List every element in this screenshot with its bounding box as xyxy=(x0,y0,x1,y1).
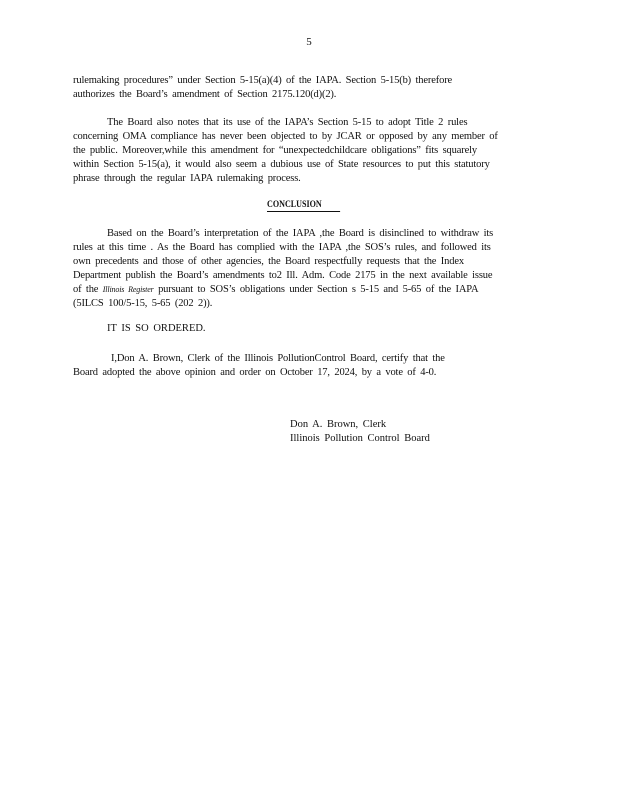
paragraph-board-notes xyxy=(73,116,540,186)
text-line xyxy=(73,283,540,297)
text-line: I,Don A. Brown, Clerk of the Illinois PollutionControl Board, certify that the xyxy=(111,353,445,364)
text-line: concerning OMA compliance has never been objected to by JCAR or opposed by any member of xyxy=(73,131,498,142)
text-fragment: of the xyxy=(73,284,99,295)
text-line: phrase through the regular IAPA rulemaking process. xyxy=(73,173,301,184)
text-line: Board adopted the above opinion and order on October 17, 2024, by a vote of 4-0. xyxy=(73,367,437,378)
signature-block xyxy=(290,418,430,446)
text-line: within Section 5-15(a), it would also seem a dubious use of State resources to put this statutory xyxy=(73,159,490,170)
text-line: Based on the Board’s interpretation of the IAPA ,the Board is disinclined to withdraw its xyxy=(107,228,494,239)
section-heading: CONCLUSION xyxy=(267,199,340,212)
text-line: the public. Moreover,while this amendment for “unexpectedchildcare obligations” fits squarely xyxy=(73,145,477,156)
text-line: authorizes the Board’s amendment of Section 2175.120(d)(2). xyxy=(73,89,337,100)
paragraph-certification xyxy=(73,352,540,380)
italic-publication-title: Illinois Register xyxy=(102,285,154,294)
text-line: The Board also notes that its use of the IAPA’s Section 5-15 to adopt Title 2 rules xyxy=(107,117,468,128)
text-line: Department publish the Board’s amendments to2 Ill. Adm. Code 2175 in the next available issue xyxy=(73,270,493,281)
order-statement: IT IS SO ORDERED. xyxy=(107,323,206,334)
paragraph-rulemaking xyxy=(73,74,540,102)
signature-organization: Illinois Pollution Control Board xyxy=(290,433,430,444)
text-line: own precedents and those of other agencies, the Board respectfully requests that the Index xyxy=(73,256,464,267)
text-line: rules at this time . As the Board has complied with the IAPA ,the SOS’s rules, and followed its xyxy=(73,242,491,253)
text-line: (5ILCS 100/5-15, 5-65 (202 2)). xyxy=(73,298,213,309)
paragraph-conclusion xyxy=(73,227,540,311)
signature-name: Don A. Brown, Clerk xyxy=(290,419,387,430)
text-fragment: pursuant to SOS’s obligations under Section s 5-15 and 5-65 of the IAPA xyxy=(158,284,479,295)
page-number: 5 xyxy=(306,36,312,48)
text-line: rulemaking procedures” under Section 5-15(a)(4) of the IAPA. Section 5-15(b) therefore xyxy=(73,75,453,86)
